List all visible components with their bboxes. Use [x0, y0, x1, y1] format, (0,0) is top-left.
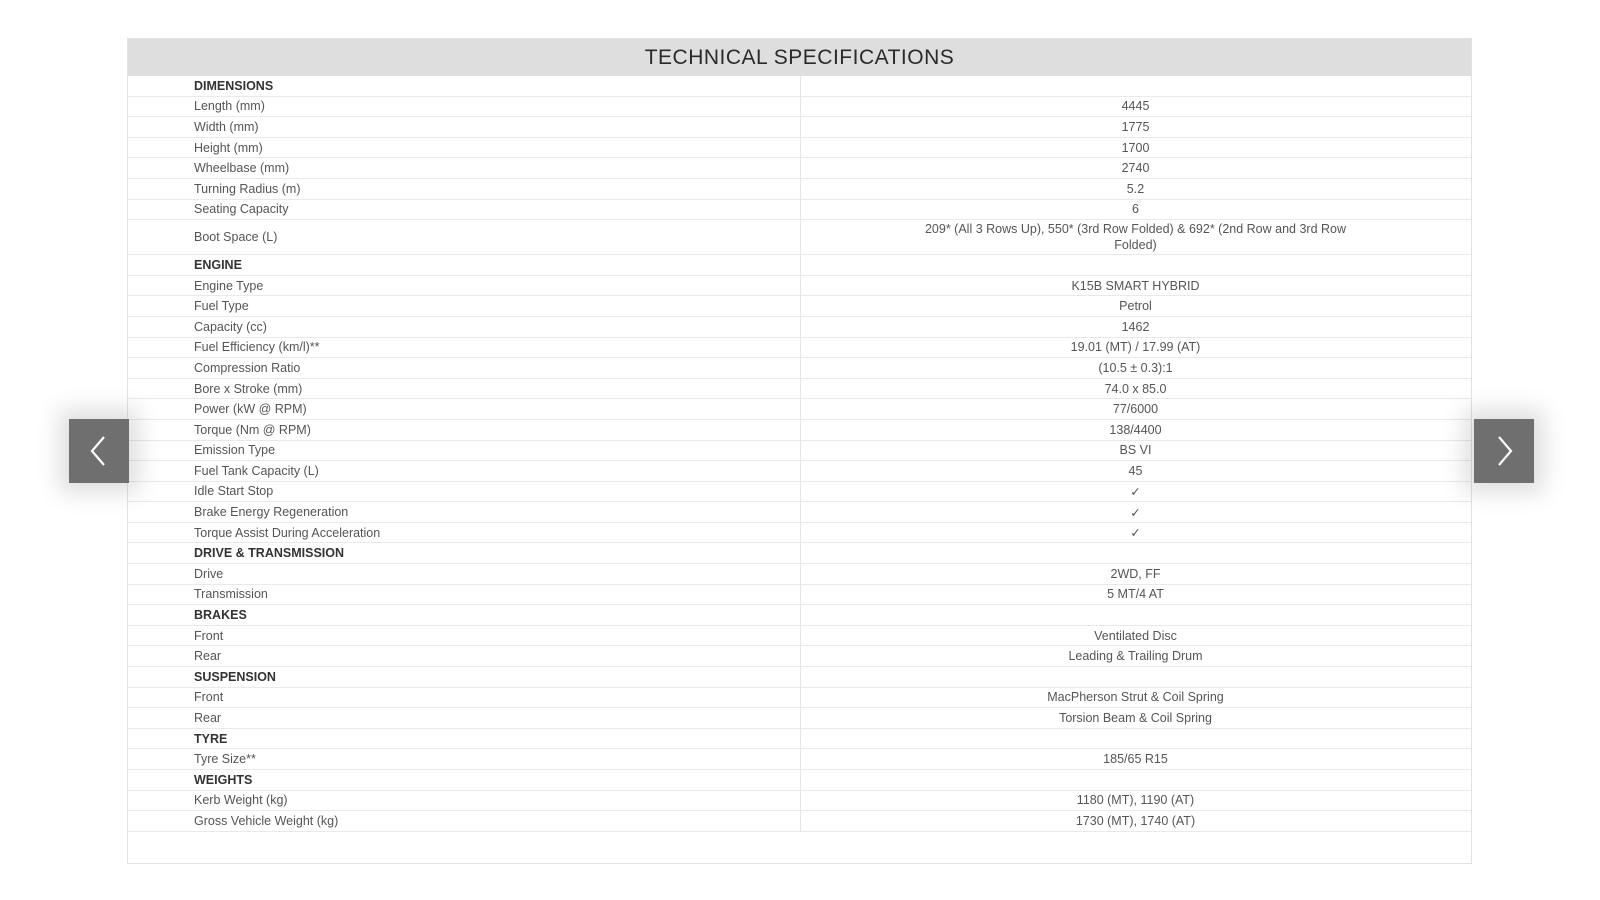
spec-label: Fuel Type: [128, 296, 800, 317]
spec-label: Height (mm): [128, 137, 800, 158]
section-heading: DIMENSIONS: [128, 76, 800, 96]
spec-value: 209* (All 3 Rows Up), 550* (3rd Row Folded) & 692* (2nd Row and 3rd Row Folded): [800, 220, 1471, 255]
spec-value: [800, 770, 1471, 791]
spec-value: 6: [800, 199, 1471, 220]
spec-label: Power (kW @ RPM): [128, 399, 800, 420]
spec-value: [800, 76, 1471, 96]
spec-value: 5.2: [800, 178, 1471, 199]
spec-value: 45: [800, 461, 1471, 482]
spec-label: Torque Assist During Acceleration: [128, 522, 800, 543]
spec-value: Leading & Trailing Drum: [800, 646, 1471, 667]
spec-label: Kerb Weight (kg): [128, 790, 800, 811]
chevron-right-icon: [1489, 431, 1519, 471]
prev-slide-button[interactable]: [69, 419, 129, 483]
chevron-left-icon: [84, 431, 114, 471]
spec-label: Transmission: [128, 584, 800, 605]
spec-label: Fuel Tank Capacity (L): [128, 461, 800, 482]
spec-value: 2WD, FF: [800, 564, 1471, 585]
spec-value: ✓: [800, 481, 1471, 502]
spec-value: [800, 543, 1471, 564]
spec-label: Torque (Nm @ RPM): [128, 419, 800, 440]
spec-value: 138/4400: [800, 419, 1471, 440]
spec-value: 19.01 (MT) / 17.99 (AT): [800, 337, 1471, 358]
spec-value: (10.5 ± 0.3):1: [800, 358, 1471, 379]
spec-value: [800, 255, 1471, 276]
spec-value: Torsion Beam & Coil Spring: [800, 708, 1471, 729]
spec-label: Idle Start Stop: [128, 481, 800, 502]
spec-value: 2740: [800, 158, 1471, 179]
spec-value: 1775: [800, 117, 1471, 138]
spec-value: [800, 605, 1471, 626]
spec-label: Gross Vehicle Weight (kg): [128, 811, 800, 832]
spec-label: Length (mm): [128, 96, 800, 117]
spec-label: Fuel Efficiency (km/l)**: [128, 337, 800, 358]
spec-value: Ventilated Disc: [800, 625, 1471, 646]
page-title: TECHNICAL SPECIFICATIONS: [128, 39, 1471, 76]
spec-label: Boot Space (L): [128, 220, 800, 255]
section-heading: DRIVE & TRANSMISSION: [128, 543, 800, 564]
spec-value: ✓: [800, 502, 1471, 523]
spec-body: [128, 76, 1471, 832]
spec-label: Rear: [128, 646, 800, 667]
spec-value: 4445: [800, 96, 1471, 117]
spec-label: Bore x Stroke (mm): [128, 378, 800, 399]
spec-value: 1180 (MT), 1190 (AT): [800, 790, 1471, 811]
spec-label: Brake Energy Regeneration: [128, 502, 800, 523]
spec-value: 1462: [800, 316, 1471, 337]
spec-value: 5 MT/4 AT: [800, 584, 1471, 605]
spec-value: 74.0 x 85.0: [800, 378, 1471, 399]
spec-label: Seating Capacity: [128, 199, 800, 220]
spec-value: 1700: [800, 137, 1471, 158]
next-slide-button[interactable]: [1474, 419, 1534, 483]
spec-value: K15B SMART HYBRID: [800, 275, 1471, 296]
spec-value: 1730 (MT), 1740 (AT): [800, 811, 1471, 832]
spec-label: Wheelbase (mm): [128, 158, 800, 179]
spec-label: Width (mm): [128, 117, 800, 138]
spec-label: Front: [128, 625, 800, 646]
spec-label: Compression Ratio: [128, 358, 800, 379]
spec-value: Petrol: [800, 296, 1471, 317]
spec-label: Emission Type: [128, 440, 800, 461]
section-heading: ENGINE: [128, 255, 800, 276]
spec-value: 77/6000: [800, 399, 1471, 420]
section-heading: WEIGHTS: [128, 770, 800, 791]
spec-value: 185/65 R15: [800, 749, 1471, 770]
spec-label: Rear: [128, 708, 800, 729]
spec-value: [800, 728, 1471, 749]
spec-value: BS VI: [800, 440, 1471, 461]
spec-label: Drive: [128, 564, 800, 585]
spec-value: MacPherson Strut & Coil Spring: [800, 687, 1471, 708]
spec-value: [800, 667, 1471, 688]
spec-label: Engine Type: [128, 275, 800, 296]
spec-label: Front: [128, 687, 800, 708]
spec-label: Turning Radius (m): [128, 178, 800, 199]
spec-value: ✓: [800, 522, 1471, 543]
column-divider: [800, 76, 801, 832]
spec-label: Capacity (cc): [128, 316, 800, 337]
spec-label: Tyre Size**: [128, 749, 800, 770]
spec-panel: [127, 38, 1472, 864]
section-heading: BRAKES: [128, 605, 800, 626]
section-heading: SUSPENSION: [128, 667, 800, 688]
section-heading: TYRE: [128, 728, 800, 749]
